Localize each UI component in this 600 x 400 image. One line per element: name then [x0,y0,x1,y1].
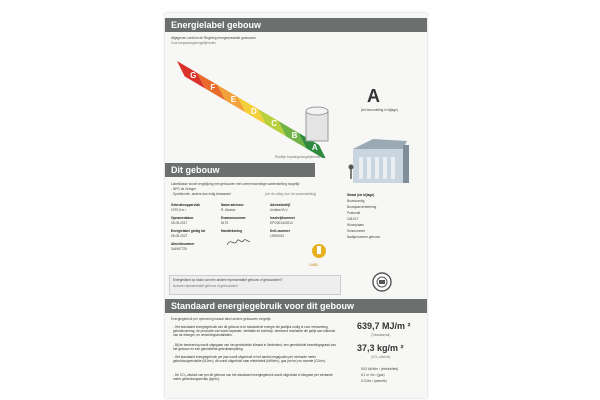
standaard-bullet: - Bij de berekening wordt uitgegaan van het gemiddelde klimaat in Nederland, een gemiddelde bezettingsgraad van het gebouw en een gemiddelde gebruiksbepaling. [173,343,336,351]
right-label: 1061/17 [347,217,359,221]
co2-value-sub: (CO₂-uitstoot) [371,355,391,359]
ladder-letter-C: C [271,119,278,128]
field-value: 05-05-2017 [171,221,188,225]
field-value: 05-05-2027 [171,234,188,238]
section-dit-gebouw: Dit gebouw [165,163,315,177]
breakdown-gas: 8,1 m ³/m ² (gas) [361,373,385,377]
right-label: Postcode [347,211,361,215]
field-value: 13990031 [270,234,285,238]
dit-line-4: (zie de uitleg voor de samenstelling) [265,192,317,196]
standaard-bullet: - Het standaard energiegebruik van dit gebouw is te basiswelvel energie die jaarlijks nodig is voor verwarming, geluidsvorming, de productie van warm tapwater, ventilatie en koelhulp, berekend resultante die gelijk aan uitkomst van de elloeger, en verlichtingsinstallaties. [173,325,336,337]
ladder-letter-F: F [210,83,216,92]
field-label: Gebruiksoppervlak [171,203,200,207]
right-label: Nadigmummer gebouw [347,235,380,239]
breakdown-electricity: 50,0 kWh/m ² (elektriciteit) [361,367,399,371]
field-value: 1979,0 m ² [171,208,187,212]
field-label: Naam adviseur [221,203,244,207]
field-label: Energielabel geldig tot [171,229,206,233]
question-text: Energielabel op basis van een andere representatief gebouw of gebouwdeel? [173,278,283,282]
header-subtitle-2: Voor toepassingsmogelijkheden [171,41,217,45]
header-subtitle-1: Afgegeven conform de Regeling energieprestatie gebouwen [171,36,256,40]
field-value: Unilabel B.V. [270,208,289,212]
standaard-bullet: - De CO₂-uitstoot van per dit gebouw van het standaard energiegebruik wordt uitgedrukt in kilogram per vierkante meter gebruiksoppervlak (kg/m²). [173,373,333,381]
signature [225,235,251,249]
field-value: EPG001/5/2014 [270,221,293,225]
standaard-bullet: - Het standaard energiegebruik per jaar wordt uitgedrukt in het aantal megajoules per vierkante meter gebruiksoppervlakte (MJ/m²), dit wordt uitgedrukt naar elektriciteit (kWh/m²), gas (m³/m²) en warmte (GJ/m²). [173,355,326,363]
result-letter: A [367,86,380,106]
question-text-2: Actuele representatief gebouw of gebouwdeel [173,284,238,288]
energy-value: 639,7 MJ/m ² [357,321,411,331]
ladder-letter-A: A [311,143,318,152]
standaard-intro: Energiegebruik per oplevering kanaal tabel andere gebouwen vergelijk [171,317,271,321]
ladder-letter-B: B [291,131,298,140]
cylinder-top [306,107,328,115]
field-label: Inschrijfnummer [270,216,295,220]
ladder-letter-E: E [230,95,237,104]
building-icon [345,135,415,187]
field-label: Afmeldnummer [171,242,195,246]
field-value: 344967725 [171,247,187,251]
dit-line-1: Labelklasse wordt vergelijking met gebouwen met overeenkomstige samenstelling mogelijk [171,182,300,186]
right-label: Woonplaats [347,223,364,227]
result-caption: (ter beoordeling in bijlage) [361,108,398,112]
right-label: Bouwkundig [347,199,365,203]
breakdown-heat: 0 GJ/m ² (warmte) [361,379,387,383]
right-label: Straat (zie bijlage) [347,193,375,197]
field-value: R. Alvarez [221,208,236,212]
dit-line-3: - Sportfunctie, anders dan indig bewaarsel [171,192,231,196]
right-label: Huisnummer [347,229,366,233]
field-label: Handtekening [221,229,243,233]
dit-line-2: - NPO de Zeinger [171,187,196,191]
field-label: Examennummer [221,216,246,220]
field-value: 8175 [221,221,229,225]
ladder-letter-D: D [251,107,257,116]
energy-label-document [165,13,427,398]
header-title: Energielabel gebouw [165,18,427,32]
label-ladder [169,53,329,158]
section-standaard: Standaard energiegebruik voor dit gebouw [165,299,427,313]
field-label: Opnamedatum [171,216,194,220]
ladder-letter-G: G [190,71,197,80]
field-label: Adviesbedrijf [270,203,291,207]
right-label: Bouwjaarverbetering [347,205,377,209]
ladder-note: Richtlijn bepalingsmogelijkheden [275,155,322,159]
field-label: KvK-nummer [270,229,291,233]
result-panel [343,58,419,134]
seal-icon [371,271,393,293]
co2-value: 37,3 kg/m ² [357,343,404,353]
logo-text: LABEL [309,263,319,267]
energy-value-sub: (Totaalaantal) [371,333,391,337]
